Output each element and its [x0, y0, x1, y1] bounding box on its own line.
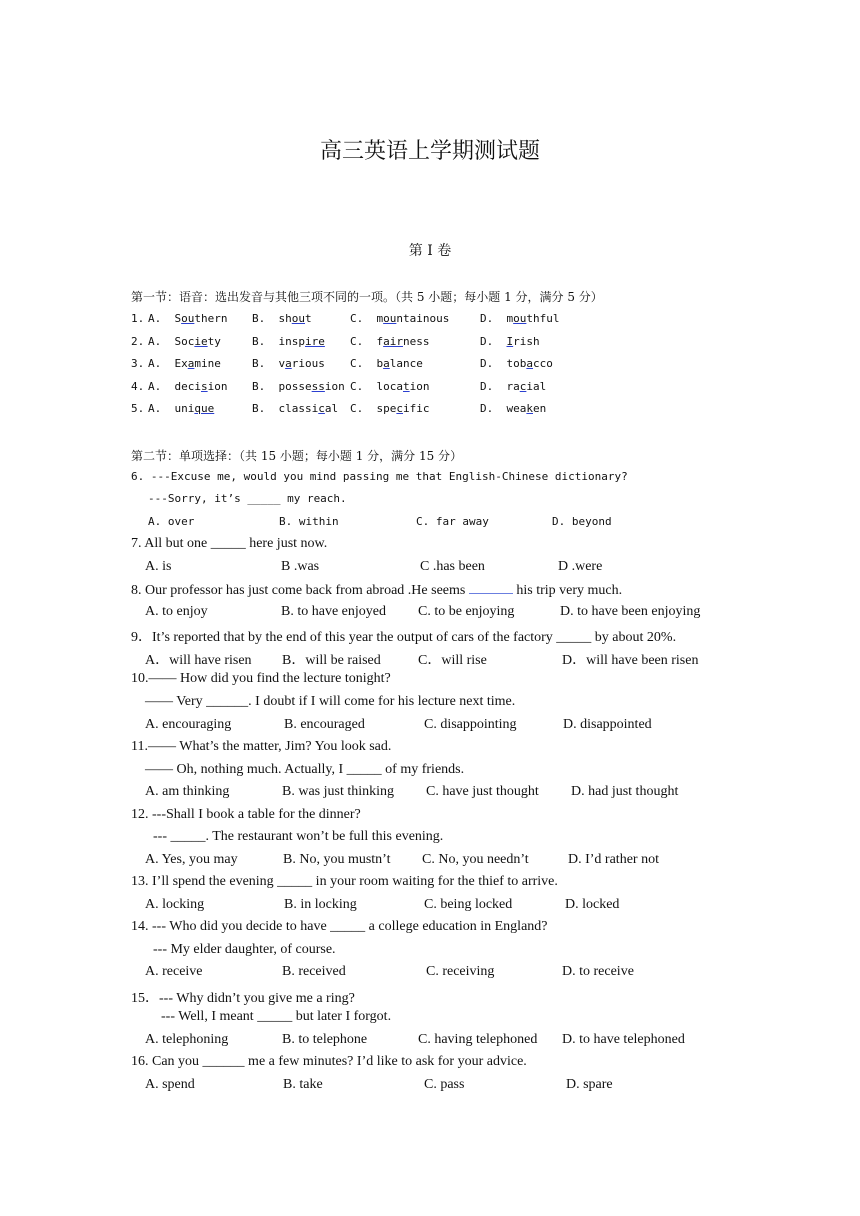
word-part: sh: [278, 312, 292, 325]
q8-option-d: D. to have been enjoying: [560, 604, 701, 619]
section1-heading: 第一节：语音：选出发音与其他三项不同的一项。（共 5 小题；每小题 1 分，满分 5 分）: [131, 290, 603, 304]
q12-line2: --- _____. The restaurant won’t be full this evening.: [153, 829, 444, 844]
word-part: ntainous: [396, 312, 450, 325]
part-heading: 第 I 卷: [408, 243, 452, 259]
word-part: Ex: [174, 357, 188, 370]
word-part: loca: [376, 380, 403, 393]
underlined-letters: s: [201, 380, 208, 393]
word-part: deci: [174, 380, 201, 393]
q6-option-b: B. within: [279, 515, 339, 528]
underlined-letters: que: [194, 402, 215, 415]
phonetics-option: [350, 380, 430, 393]
word-part: spe: [376, 402, 397, 415]
option-label: C.: [350, 312, 364, 325]
q8-blank: [469, 581, 513, 594]
option-label: C.: [350, 380, 364, 393]
underlined-letters: c: [396, 402, 403, 415]
phonetics-item-number: 2.: [131, 335, 145, 348]
underlined-letters: a: [383, 357, 390, 370]
q12-option-c: C. No, you needn’t: [422, 852, 529, 867]
q11-line2: —— Oh, nothing much. Actually, I _____ of my friends.: [145, 762, 465, 777]
q8-stem: 8. Our professor has just come back from abroad .He seems his trip very much.: [131, 583, 623, 598]
q15-option-b: B. to telephone: [282, 1032, 368, 1047]
option-label: D.: [480, 335, 494, 348]
word-part: ion: [324, 380, 345, 393]
word-part: ific: [403, 402, 430, 415]
underlined-letters: t: [403, 380, 410, 393]
word-part: t: [305, 312, 312, 325]
q10-option-a: A. encouraging: [145, 717, 232, 732]
q13-stem: 13. I’ll spend the evening _____ in your room waiting for the thief to arrive.: [131, 874, 558, 889]
q16-stem: 16. Can you ______ me a few minutes? I’d like to ask for your advice.: [131, 1054, 527, 1069]
q8-option-a: A. to enjoy: [145, 604, 208, 619]
underlined-letters: c: [318, 402, 325, 415]
word-part: insp: [278, 335, 305, 348]
word-part: wea: [506, 402, 527, 415]
q9-option-b: B．will be raised: [282, 653, 381, 668]
word-part: cco: [533, 357, 553, 370]
word-part: ion: [409, 380, 430, 393]
q14-option-c: C. receiving: [426, 964, 495, 979]
underlined-letters: k: [526, 402, 533, 415]
underlined-letters: ou: [181, 312, 195, 325]
option-label: B.: [252, 357, 266, 370]
q16-option-d: D. spare: [566, 1077, 613, 1092]
phonetics-option: [480, 335, 540, 348]
phonetics-option: [480, 312, 560, 325]
q13-option-c: C. being locked: [424, 897, 513, 912]
q14-stem: 14. --- Who did you decide to have _____ a college education in England?: [131, 919, 548, 934]
option-label: A.: [148, 357, 162, 370]
option-label: A.: [148, 402, 162, 415]
phonetics-option: [350, 312, 449, 325]
word-part: thful: [526, 312, 560, 325]
word-part: m: [506, 312, 514, 325]
q12-option-b: B. No, you mustn’t: [283, 852, 391, 867]
option-label: B.: [252, 402, 266, 415]
q10-stem: 10.—— How did you find the lecture tonight?: [131, 671, 391, 686]
word-part: posse: [278, 380, 312, 393]
word-part: tob: [506, 357, 527, 370]
q8-option-c: C. to be enjoying: [418, 604, 515, 619]
option-label: B.: [252, 380, 266, 393]
page-title: 高三英语上学期测试题: [319, 139, 540, 164]
q7-option-d: D .were: [558, 559, 603, 574]
word-part: ty: [207, 335, 221, 348]
q8-option-b: B. to have enjoyed: [281, 604, 386, 619]
q14-option-b: B. received: [282, 964, 346, 979]
word-part: S: [174, 312, 182, 325]
phonetics-option: [252, 312, 312, 325]
option-label: D.: [480, 380, 494, 393]
q6-line1: 6. ---Excuse me, would you mind passing me that English-Chinese dictionary?: [131, 470, 628, 483]
phonetics-option: [148, 357, 221, 370]
q13-option-a: A. locking: [145, 897, 205, 912]
word-part: ial: [526, 380, 547, 393]
phonetics-option: [480, 380, 546, 393]
word-part: classi: [278, 402, 319, 415]
word-part: rious: [291, 357, 325, 370]
option-label: B.: [252, 335, 266, 348]
q10-option-b: B. encouraged: [284, 717, 365, 732]
q16-option-b: B. take: [283, 1077, 323, 1092]
phonetics-option: [252, 357, 325, 370]
phonetics-option: [148, 380, 228, 393]
q15-option-d: D. to have telephoned: [562, 1032, 685, 1047]
q10-option-d: D. disappointed: [563, 717, 652, 732]
q7-stem: 7. All but one _____ here just now.: [131, 536, 328, 551]
word-part: mine: [194, 357, 221, 370]
word-part: f: [376, 335, 384, 348]
word-part: al: [324, 402, 339, 415]
q16-option-a: A. spend: [145, 1077, 195, 1092]
underlined-letters: c: [519, 380, 527, 393]
q14-option-d: D. to receive: [562, 964, 634, 979]
phonetics-option: [480, 402, 546, 415]
q6-line2: ---Sorry, it’s _____ my reach.: [148, 492, 347, 505]
underlined-letters: ou: [513, 312, 527, 325]
section2-heading: 第二节：单项选择：（共 15 小题；每小题 1 分，满分 15 分）: [131, 449, 463, 463]
q6-option-a: A. over: [148, 515, 195, 528]
word-part: m: [376, 312, 384, 325]
q11-stem: 11.—— What’s the matter, Jim? You look sad.: [131, 739, 392, 754]
option-label: C.: [350, 357, 364, 370]
option-label: A.: [148, 312, 162, 325]
option-label: A.: [148, 380, 162, 393]
word-part: v: [278, 357, 286, 370]
q7-option-a: A. is: [145, 559, 172, 574]
q9-option-a: A．will have risen: [145, 653, 252, 668]
option-label: D.: [480, 357, 494, 370]
phonetics-option: [350, 335, 430, 348]
q12-option-d: D. I’d rather not: [568, 852, 659, 867]
underlined-letters: a: [187, 357, 195, 370]
q15-stem: 15．--- Why didn’t you give me a ring?: [131, 991, 355, 1006]
underlined-letters: ie: [194, 335, 208, 348]
underlined-letters: air: [383, 335, 403, 348]
q16-option-c: C. pass: [424, 1077, 465, 1092]
word-part: rish: [513, 335, 540, 348]
q11-option-d: D. had just thought: [571, 784, 679, 799]
phonetics-option: [252, 402, 338, 415]
option-label: A.: [148, 335, 162, 348]
word-part: Soc: [174, 335, 195, 348]
word-part: ness: [403, 335, 430, 348]
q9-option-c: C．will rise: [418, 653, 487, 668]
underlined-letters: I: [506, 335, 514, 348]
option-label: C.: [350, 402, 364, 415]
q11-option-a: A. am thinking: [145, 784, 230, 799]
underlined-letters: ss: [311, 380, 325, 393]
word-part: lance: [389, 357, 423, 370]
q11-option-b: B. was just thinking: [282, 784, 395, 799]
q11-option-c: C. have just thought: [426, 784, 539, 799]
word-part: uni: [174, 402, 195, 415]
underlined-letters: a: [285, 357, 292, 370]
q15-line2: --- Well, I meant _____ but later I forgot.: [161, 1009, 392, 1024]
q7-option-c: C .has been: [420, 559, 485, 574]
q15-option-c: C. having telephoned: [418, 1032, 538, 1047]
word-part: thern: [194, 312, 228, 325]
q12-option-a: A. Yes, you may: [145, 852, 238, 867]
phonetics-option: [148, 335, 221, 348]
q14-line2: --- My elder daughter, of course.: [153, 942, 336, 957]
phonetics-option: [350, 357, 423, 370]
q13-option-d: D. locked: [565, 897, 620, 912]
phonetics-item-number: 5.: [131, 402, 145, 415]
phonetics-option: [350, 402, 430, 415]
phonetics-option: [480, 357, 553, 370]
phonetics-item-number: 1.: [131, 312, 145, 325]
q6-option-c: C. far away: [416, 515, 489, 528]
phonetics-option: [148, 312, 228, 325]
underlined-letters: ou: [291, 312, 305, 325]
word-part: ra: [506, 380, 520, 393]
q14-option-a: A. receive: [145, 964, 203, 979]
underlined-letters: a: [526, 357, 533, 370]
underlined-letters: ou: [383, 312, 397, 325]
phonetics-item-number: 3.: [131, 357, 145, 370]
q12-stem: 12. ---Shall I book a table for the dinner?: [131, 807, 361, 822]
word-part: en: [533, 402, 547, 415]
q10-line2: —— Very ______. I doubt if I will come for his lecture next time.: [145, 694, 516, 709]
underlined-letters: ire: [305, 335, 325, 348]
option-label: D.: [480, 402, 494, 415]
option-label: B.: [252, 312, 266, 325]
option-label: D.: [480, 312, 494, 325]
q6-option-d: D. beyond: [552, 515, 612, 528]
phonetics-option: [252, 335, 325, 348]
q9-option-d: D．will have been risen: [562, 653, 699, 668]
phonetics-option: [252, 380, 345, 393]
q7-option-b: B .was: [281, 559, 320, 574]
phonetics-option: [148, 402, 214, 415]
q15-option-a: A. telephoning: [145, 1032, 229, 1047]
option-label: C.: [350, 335, 364, 348]
q10-option-c: C. disappointing: [424, 717, 517, 732]
q9-stem: 9．It’s reported that by the end of this year the output of cars of the factory _____ by about 20%.: [131, 630, 677, 645]
q13-option-b: B. in locking: [284, 897, 357, 912]
phonetics-item-number: 4.: [131, 380, 145, 393]
word-part: ion: [207, 380, 228, 393]
word-part: b: [376, 357, 384, 370]
